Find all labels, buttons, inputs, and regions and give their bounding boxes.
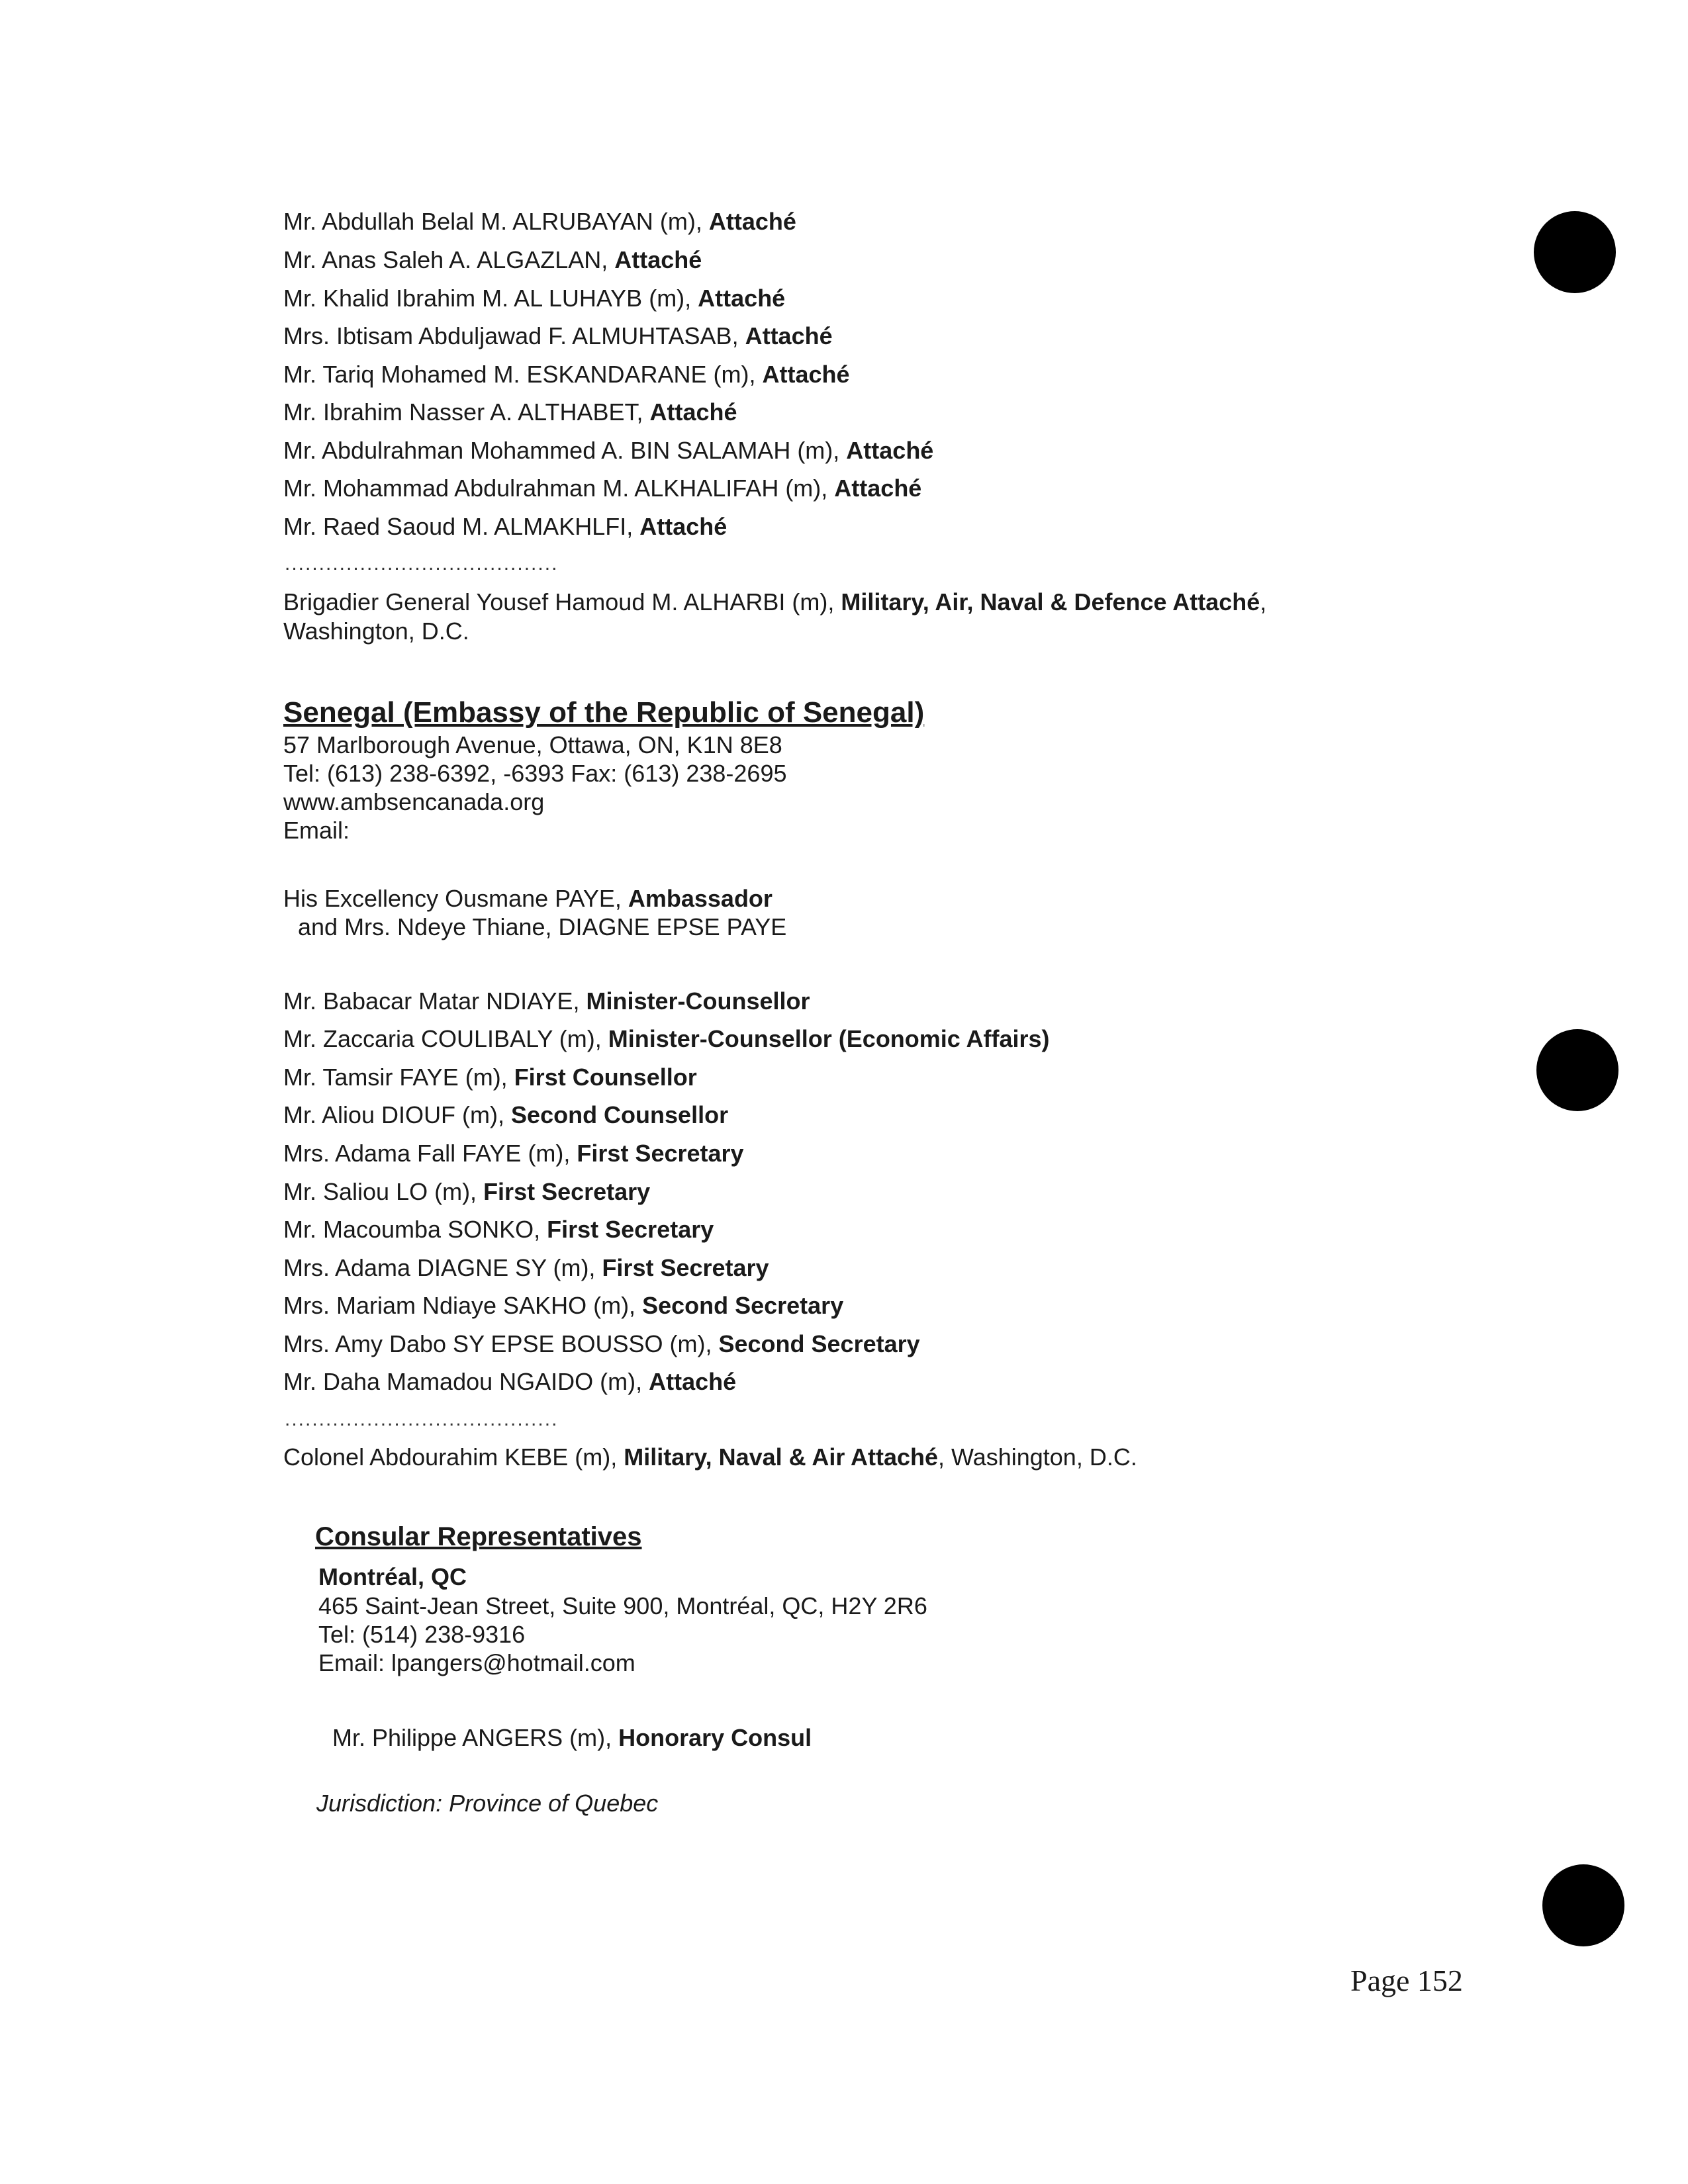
staff-line: Mr. Raed Saoud M. ALMAKHLFI, Attaché (283, 513, 727, 540)
consular-email: Email: lpangers@hotmail.com (318, 1649, 635, 1676)
consular-city: Montréal, QC (318, 1563, 467, 1590)
embassy-phone: Tel: (613) 238-6392, -6393 Fax: (613) 238-2695 (283, 760, 787, 787)
staff-line: Mrs. Amy Dabo SY EPSE BOUSSO (m), Second Secretary (283, 1330, 920, 1357)
embassy-email: Email: (283, 817, 350, 844)
staff-line: Mr. Abdullah Belal M. ALRUBAYAN (m), Attaché (283, 208, 796, 235)
staff-line: Mr. Mohammad Abdulrahman M. ALKHALIFAH (m), Attaché (283, 475, 922, 502)
staff-line: Mr. Zaccaria COULIBALY (m), Minister-Counsellor (Economic Affairs) (283, 1025, 1050, 1052)
staff-line: Mrs. Mariam Ndiaye SAKHO (m), Second Secretary (283, 1292, 844, 1319)
dotted-separator: ........................................ (285, 553, 559, 574)
military-attache-line: Colonel Abdourahim KEBE (m), Military, Naval & Air Attaché, Washington, D.C. (283, 1443, 1137, 1471)
embassy-website: www.ambsencanada.org (283, 788, 545, 815)
staff-line: Mr. Anas Saleh A. ALGAZLAN, Attaché (283, 246, 702, 273)
embassy-heading: Senegal (Embassy of the Republic of Senegal) (283, 696, 925, 729)
military-attache-location: Washington, D.C. (283, 617, 469, 645)
consular-heading: Consular Representatives (315, 1522, 642, 1551)
staff-line: Mr. Tamsir FAYE (m), First Counsellor (283, 1064, 697, 1091)
ambassador-line: His Excellency Ousmane PAYE, Ambassador (283, 885, 773, 912)
staff-line: Mr. Babacar Matar NDIAYE, Minister-Counsellor (283, 987, 810, 1015)
staff-line: Mr. Khalid Ibrahim M. AL LUHAYB (m), Attaché (283, 285, 786, 312)
staff-line: Mr. Aliou DIOUF (m), Second Counsellor (283, 1101, 729, 1128)
binder-hole (1542, 1864, 1624, 1946)
binder-hole (1534, 211, 1616, 293)
staff-line: Mr. Saliou LO (m), First Secretary (283, 1178, 651, 1205)
staff-line: Mr. Ibrahim Nasser A. ALTHABET, Attaché (283, 398, 737, 426)
binder-hole (1536, 1029, 1618, 1111)
page-number: Page 152 (1350, 1964, 1463, 1997)
staff-line: Mr. Abdulrahman Mohammed A. BIN SALAMAH (m), Attaché (283, 437, 934, 464)
staff-line: Mr. Tariq Mohamed M. ESKANDARANE (m), Attaché (283, 361, 850, 388)
jurisdiction-note: Jurisdiction: Province of Quebec (316, 1790, 659, 1817)
staff-line: Mr. Macoumba SONKO, First Secretary (283, 1216, 714, 1243)
military-attache-line: Brigadier General Yousef Hamoud M. ALHARBI (m), Military, Air, Naval & Defence Attaché, (283, 588, 1267, 615)
staff-line: Mrs. Ibtisam Abduljawad F. ALMUHTASAB, Attaché (283, 322, 833, 349)
consular-phone: Tel: (514) 238-9316 (318, 1621, 526, 1648)
staff-line: Mr. Daha Mamadou NGAIDO (m), Attaché (283, 1368, 737, 1395)
staff-line: Mrs. Adama DIAGNE SY (m), First Secretary (283, 1254, 769, 1281)
ambassador-spouse: and Mrs. Ndeye Thiane, DIAGNE EPSE PAYE (298, 913, 787, 940)
dotted-separator: ........................................ (285, 1408, 559, 1430)
staff-line: Mrs. Adama Fall FAYE (m), First Secretary (283, 1140, 744, 1167)
honorary-consul-line: Mr. Philippe ANGERS (m), Honorary Consul (332, 1724, 812, 1751)
embassy-address: 57 Marlborough Avenue, Ottawa, ON, K1N 8E8 (283, 731, 782, 758)
consular-address: 465 Saint-Jean Street, Suite 900, Montréal, QC, H2Y 2R6 (318, 1592, 927, 1619)
